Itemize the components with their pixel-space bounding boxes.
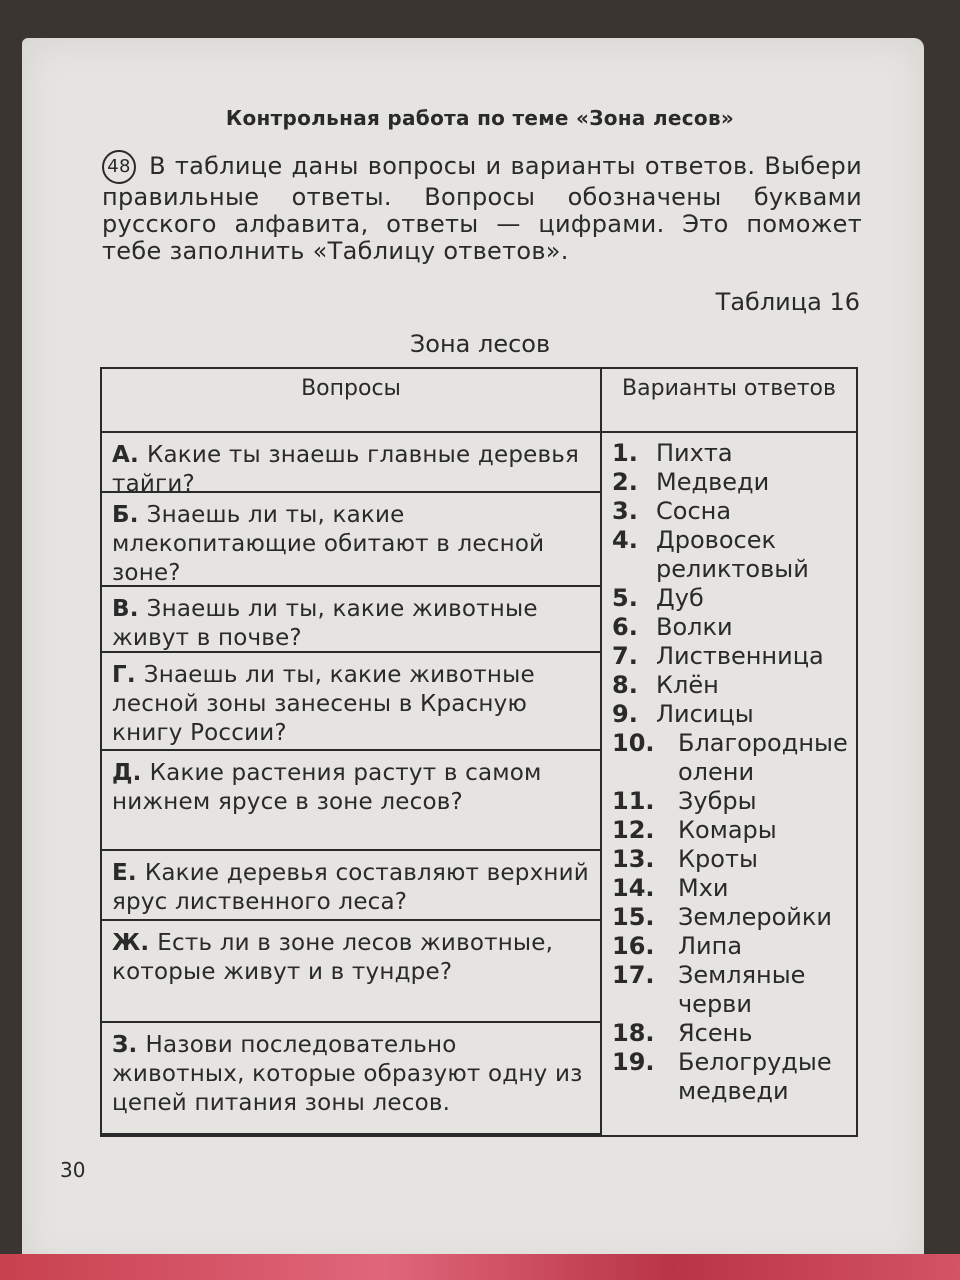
questions-table bbox=[100, 367, 858, 1137]
table-label: Таблица 16 bbox=[715, 288, 860, 316]
answer-number: 7. bbox=[612, 642, 638, 670]
question-row bbox=[102, 433, 600, 497]
question-row bbox=[102, 653, 600, 751]
answer-text: Дуб bbox=[656, 584, 704, 612]
answer-item bbox=[612, 816, 856, 845]
answer-item bbox=[612, 671, 856, 700]
answer-item bbox=[612, 468, 856, 497]
answer-text: Земляные черви bbox=[678, 961, 806, 1018]
question-text: Знаешь ли ты, какие животные живут в почве? bbox=[112, 596, 538, 651]
question-text: Какие растения растут в самом нижнем ярусе в зоне лесов? bbox=[112, 760, 542, 815]
answer-text: Мхи bbox=[678, 874, 729, 902]
answer-text: Зубры bbox=[678, 787, 757, 815]
answer-number: 5. bbox=[612, 584, 638, 612]
question-letter: А. bbox=[112, 442, 139, 468]
questions-column-header: Вопросы bbox=[102, 369, 600, 433]
answer-number: 19. bbox=[612, 1048, 655, 1076]
answer-item bbox=[612, 874, 856, 903]
answer-text: Липа bbox=[678, 932, 743, 960]
task-text bbox=[102, 150, 862, 265]
answer-number: 16. bbox=[612, 932, 655, 960]
answer-text: Лисицы bbox=[656, 700, 754, 728]
answer-number: 17. bbox=[612, 961, 655, 989]
answer-text: Лиственница bbox=[656, 642, 824, 670]
answer-item bbox=[612, 584, 856, 613]
answer-item bbox=[612, 903, 856, 932]
answer-text: Медведи bbox=[656, 468, 770, 496]
background-cloth bbox=[0, 1254, 960, 1280]
answer-item bbox=[612, 642, 856, 671]
answer-text: Сосна bbox=[656, 497, 732, 525]
answer-item bbox=[612, 961, 856, 1019]
answer-number: 3. bbox=[612, 497, 638, 525]
answer-item bbox=[612, 845, 856, 874]
table-title: Зона лесов bbox=[409, 330, 551, 358]
task-number: 48 bbox=[102, 150, 136, 184]
answer-item bbox=[612, 932, 856, 961]
question-letter: З. bbox=[112, 1032, 138, 1058]
answer-text: Кроты bbox=[678, 845, 758, 873]
answer-text: Клён bbox=[656, 671, 719, 699]
answer-number: 18. bbox=[612, 1019, 655, 1047]
answer-number: 12. bbox=[612, 816, 655, 844]
page-heading: Контрольная работа по теме «Зона лесов» bbox=[225, 106, 735, 130]
answer-number: 14. bbox=[612, 874, 655, 902]
answer-text: Волки bbox=[656, 613, 733, 641]
answer-text: Комары bbox=[678, 816, 777, 844]
question-row bbox=[102, 751, 600, 851]
question-row bbox=[102, 851, 600, 921]
answer-number: 6. bbox=[612, 613, 638, 641]
answer-number: 2. bbox=[612, 468, 638, 496]
answer-number: 4. bbox=[612, 526, 638, 554]
answer-item bbox=[612, 439, 856, 468]
answer-text: Пихта bbox=[656, 439, 733, 467]
answers-column-header: Варианты ответов bbox=[600, 369, 856, 433]
answer-number: 1. bbox=[612, 439, 638, 467]
answer-item bbox=[612, 497, 856, 526]
question-letter: Е. bbox=[112, 860, 137, 886]
answer-text: Дровосек реликтовый bbox=[656, 526, 809, 583]
question-row bbox=[102, 1023, 600, 1135]
question-row bbox=[102, 921, 600, 1023]
task-body: В таблице даны вопросы и варианты ответов. Выбери правильные ответы. Вопросы обозначены буквами русского алфавита, ответы — цифрами. Это поможет тебе заполнить «Таблицу ответов». bbox=[102, 152, 862, 265]
answer-number: 11. bbox=[612, 787, 655, 815]
answer-number: 9. bbox=[612, 700, 638, 728]
answer-number: 10. bbox=[612, 729, 655, 757]
question-letter: Б. bbox=[112, 502, 139, 528]
question-letter: Г. bbox=[112, 662, 136, 688]
question-text: Какие ты знаешь главные деревья тайги? bbox=[112, 442, 580, 497]
answer-text: Благородные олени bbox=[678, 729, 848, 786]
answer-item bbox=[612, 1048, 856, 1106]
answer-number: 15. bbox=[612, 903, 655, 931]
answer-text: Белогрудые медведи bbox=[678, 1048, 832, 1105]
answer-item bbox=[612, 1019, 856, 1048]
answer-text: Землеройки bbox=[678, 903, 832, 931]
page-number: 30 bbox=[60, 1158, 86, 1182]
question-letter: Ж. bbox=[112, 930, 150, 956]
answer-text: Ясень bbox=[678, 1019, 753, 1047]
question-text: Какие деревья составляют верхний ярус лиственного леса? bbox=[112, 860, 589, 915]
answer-item bbox=[612, 526, 856, 584]
answer-item bbox=[612, 700, 856, 729]
question-row bbox=[102, 493, 600, 587]
question-text: Назови последовательно животных, которые образуют одну из цепей питания зоны лесов. bbox=[112, 1032, 583, 1116]
question-text: Знаешь ли ты, какие млекопитающие обитают в лесной зоне? bbox=[112, 502, 545, 586]
answer-item bbox=[612, 787, 856, 816]
answer-item bbox=[612, 613, 856, 642]
answer-item bbox=[612, 729, 856, 787]
question-letter: Д. bbox=[112, 760, 142, 786]
question-letter: В. bbox=[112, 596, 139, 622]
question-text: Есть ли в зоне лесов животные, которые живут и в тундре? bbox=[112, 930, 554, 985]
answers-list bbox=[600, 433, 856, 1135]
question-text: Знаешь ли ты, какие животные лесной зоны занесены в Красную книгу России? bbox=[112, 662, 535, 746]
answer-number: 8. bbox=[612, 671, 638, 699]
answer-number: 13. bbox=[612, 845, 655, 873]
question-row bbox=[102, 587, 600, 653]
